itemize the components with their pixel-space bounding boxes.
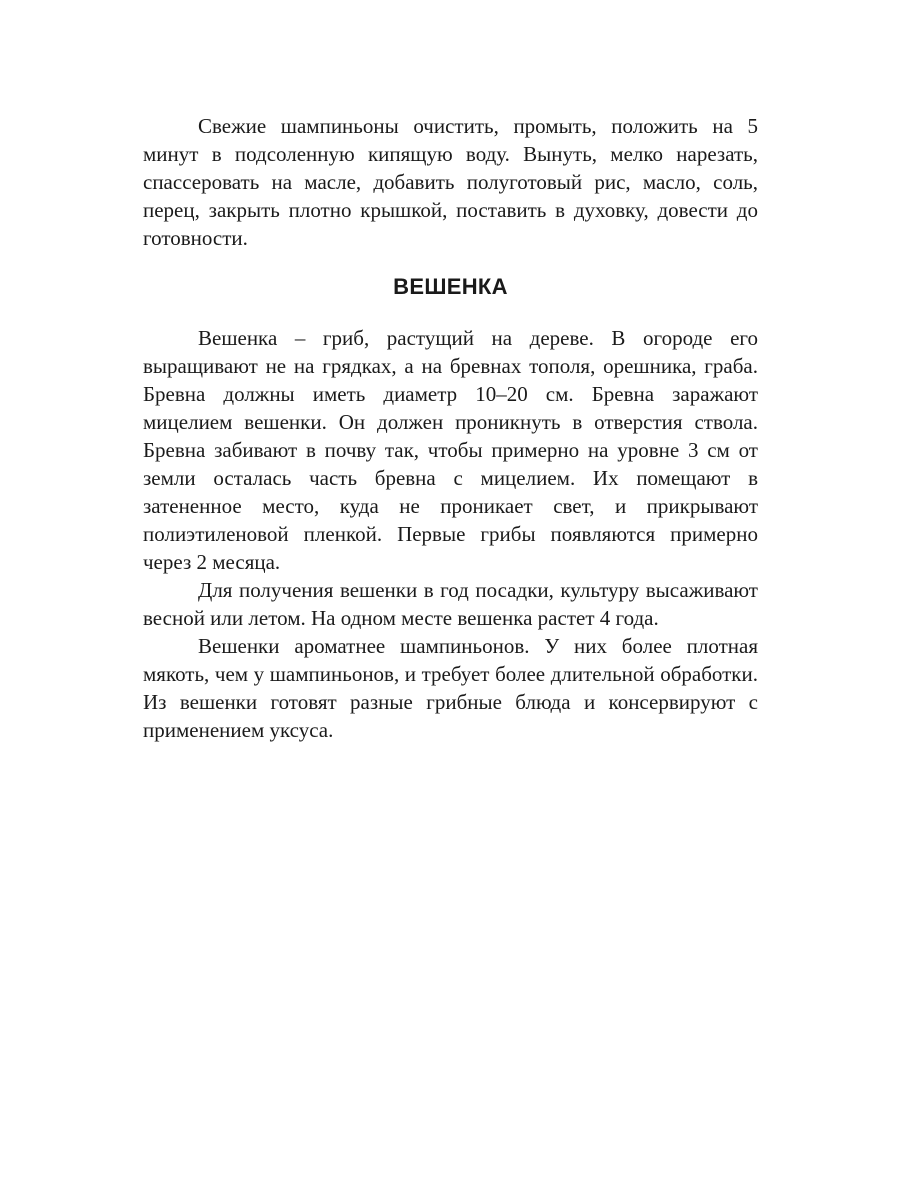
intro-paragraph: Свежие шампиньоны очистить, промыть, положить на 5 минут в подсоленную кипящую воду. Вынуть, мелко нарезать, спассеровать на масле, добавить полуготовый рис, масло, соль, перец, закрыть плотно крышкой, поставить в духовку, довести до готовности. bbox=[143, 114, 758, 250]
section-title: ВЕШЕНКА bbox=[393, 274, 508, 299]
section-paragraph-1: Вешенка – гриб, растущий на дереве. В огороде его выращивают не на грядках, а на бревнах тополя, орешника, граба. Бревна должны иметь диаметр 10–20 см. Бревна заражают мицелием вешенки. Он должен проникнуть в отверстия ствола. Бревна забивают в почву так, чтобы примерно на уровне 3 см от земли осталась часть бревна с мицелием. Их помещают в затененное место, куда не проникает свет, и прикрывают полиэтиленовой пленкой. Первые грибы появляются примерно через 2 месяца. bbox=[143, 326, 758, 574]
section-paragraph-2: Для получения вешенки в год посадки, культуру высаживают весной или летом. На одном месте вешенка растет 4 года. bbox=[143, 578, 758, 630]
section-paragraph-3: Вешенки ароматнее шампиньонов. У них более плотная мякоть, чем у шампиньонов, и требует более длительной обработки. Из вешенки готовят разные грибные блюда и консервируют с применением уксуса. bbox=[143, 634, 758, 742]
book-page bbox=[143, 112, 758, 744]
